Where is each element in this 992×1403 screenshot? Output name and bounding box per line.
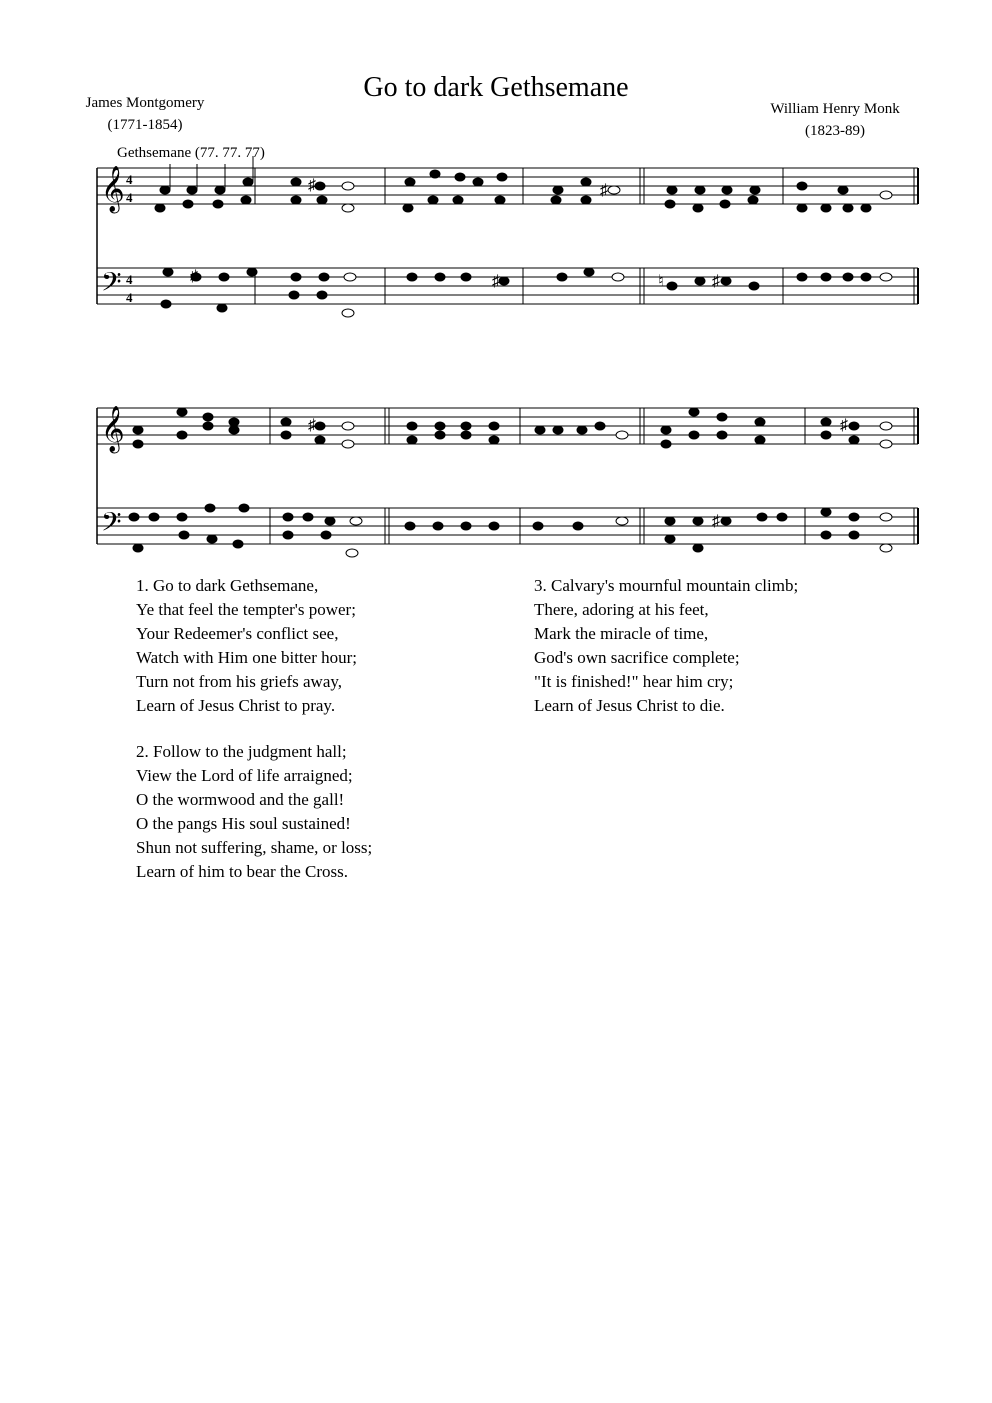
bass-clef-icon: 𝄢 [101,267,122,303]
verse-line: 1. Go to dark Gethsemane, [136,576,319,595]
verse-line: Learn of Jesus Christ to pray. [136,696,336,715]
author-name: James Montgomery [85,95,205,111]
verse-line: 3. Calvary's mournful mountain climb; [534,576,799,595]
verse-line: "It is finished!" hear him cry; [534,672,734,691]
composer-name: William Henry Monk [770,101,900,117]
time-signature-unit-bass: 4 [126,290,133,305]
composer-dates: (1823-89) [805,123,865,139]
time-signature-beats: 4 [126,172,133,187]
svg-text:♯: ♯ [600,182,608,199]
hymn-title: Go to dark Gethsemane [363,72,629,103]
barlines [97,408,918,544]
svg-text:♯: ♯ [308,417,316,434]
treble-clef-icon-2: 𝄞 [101,406,125,451]
verse-line: Mark the miracle of time, [534,624,709,643]
svg-text:♯: ♯ [712,273,720,290]
verse-line: O the wormwood and the gall! [136,790,345,809]
time-signature-beats-bass: 4 [126,272,133,287]
verse-line: There, adoring at his feet, [534,600,709,619]
svg-text:♮: ♮ [658,273,664,290]
treble-clef-icon: 𝄞 [101,166,125,211]
verse-line: Turn not from his griefs away, [136,672,343,691]
svg-text:♯: ♯ [492,273,500,290]
bass-staff [97,508,918,544]
author-dates: (1771-1854) [107,117,183,133]
svg-text:♯: ♯ [840,417,848,434]
music-system-1 [0,150,992,350]
composer-credit [740,98,930,142]
verse-3 [534,574,798,718]
verse-2 [136,740,372,884]
music-system-2 [0,390,992,580]
author-credit [55,92,235,136]
verse-line: O the pangs His soul sustained! [136,814,351,833]
svg-text:♯: ♯ [190,268,198,285]
time-signature-unit: 4 [126,190,133,205]
bass-staff [97,268,918,304]
svg-text:♯: ♯ [308,177,316,194]
verse-1 [136,574,357,718]
svg-text:♯: ♯ [712,513,720,530]
verse-line: View the Lord of life arraigned; [136,766,353,785]
verse-line: Watch with Him one bitter hour; [136,648,357,667]
verse-line: Learn of Jesus Christ to die. [534,696,725,715]
verse-line: Your Redeemer's conflict see, [136,624,339,643]
verse-line: God's own sacrifice complete; [534,648,740,667]
tune-name: Gethsemane (77. 77. 77) [117,145,265,161]
verse-line: Ye that feel the tempter's power; [136,600,356,619]
verse-line: Shun not suffering, shame, or loss; [136,838,373,857]
treble-staff [97,408,918,444]
bass-clef-icon-2: 𝄢 [101,507,122,543]
verse-line: Learn of him to bear the Cross. [136,862,348,881]
verse-line: 2. Follow to the judgment hall; [136,742,347,761]
